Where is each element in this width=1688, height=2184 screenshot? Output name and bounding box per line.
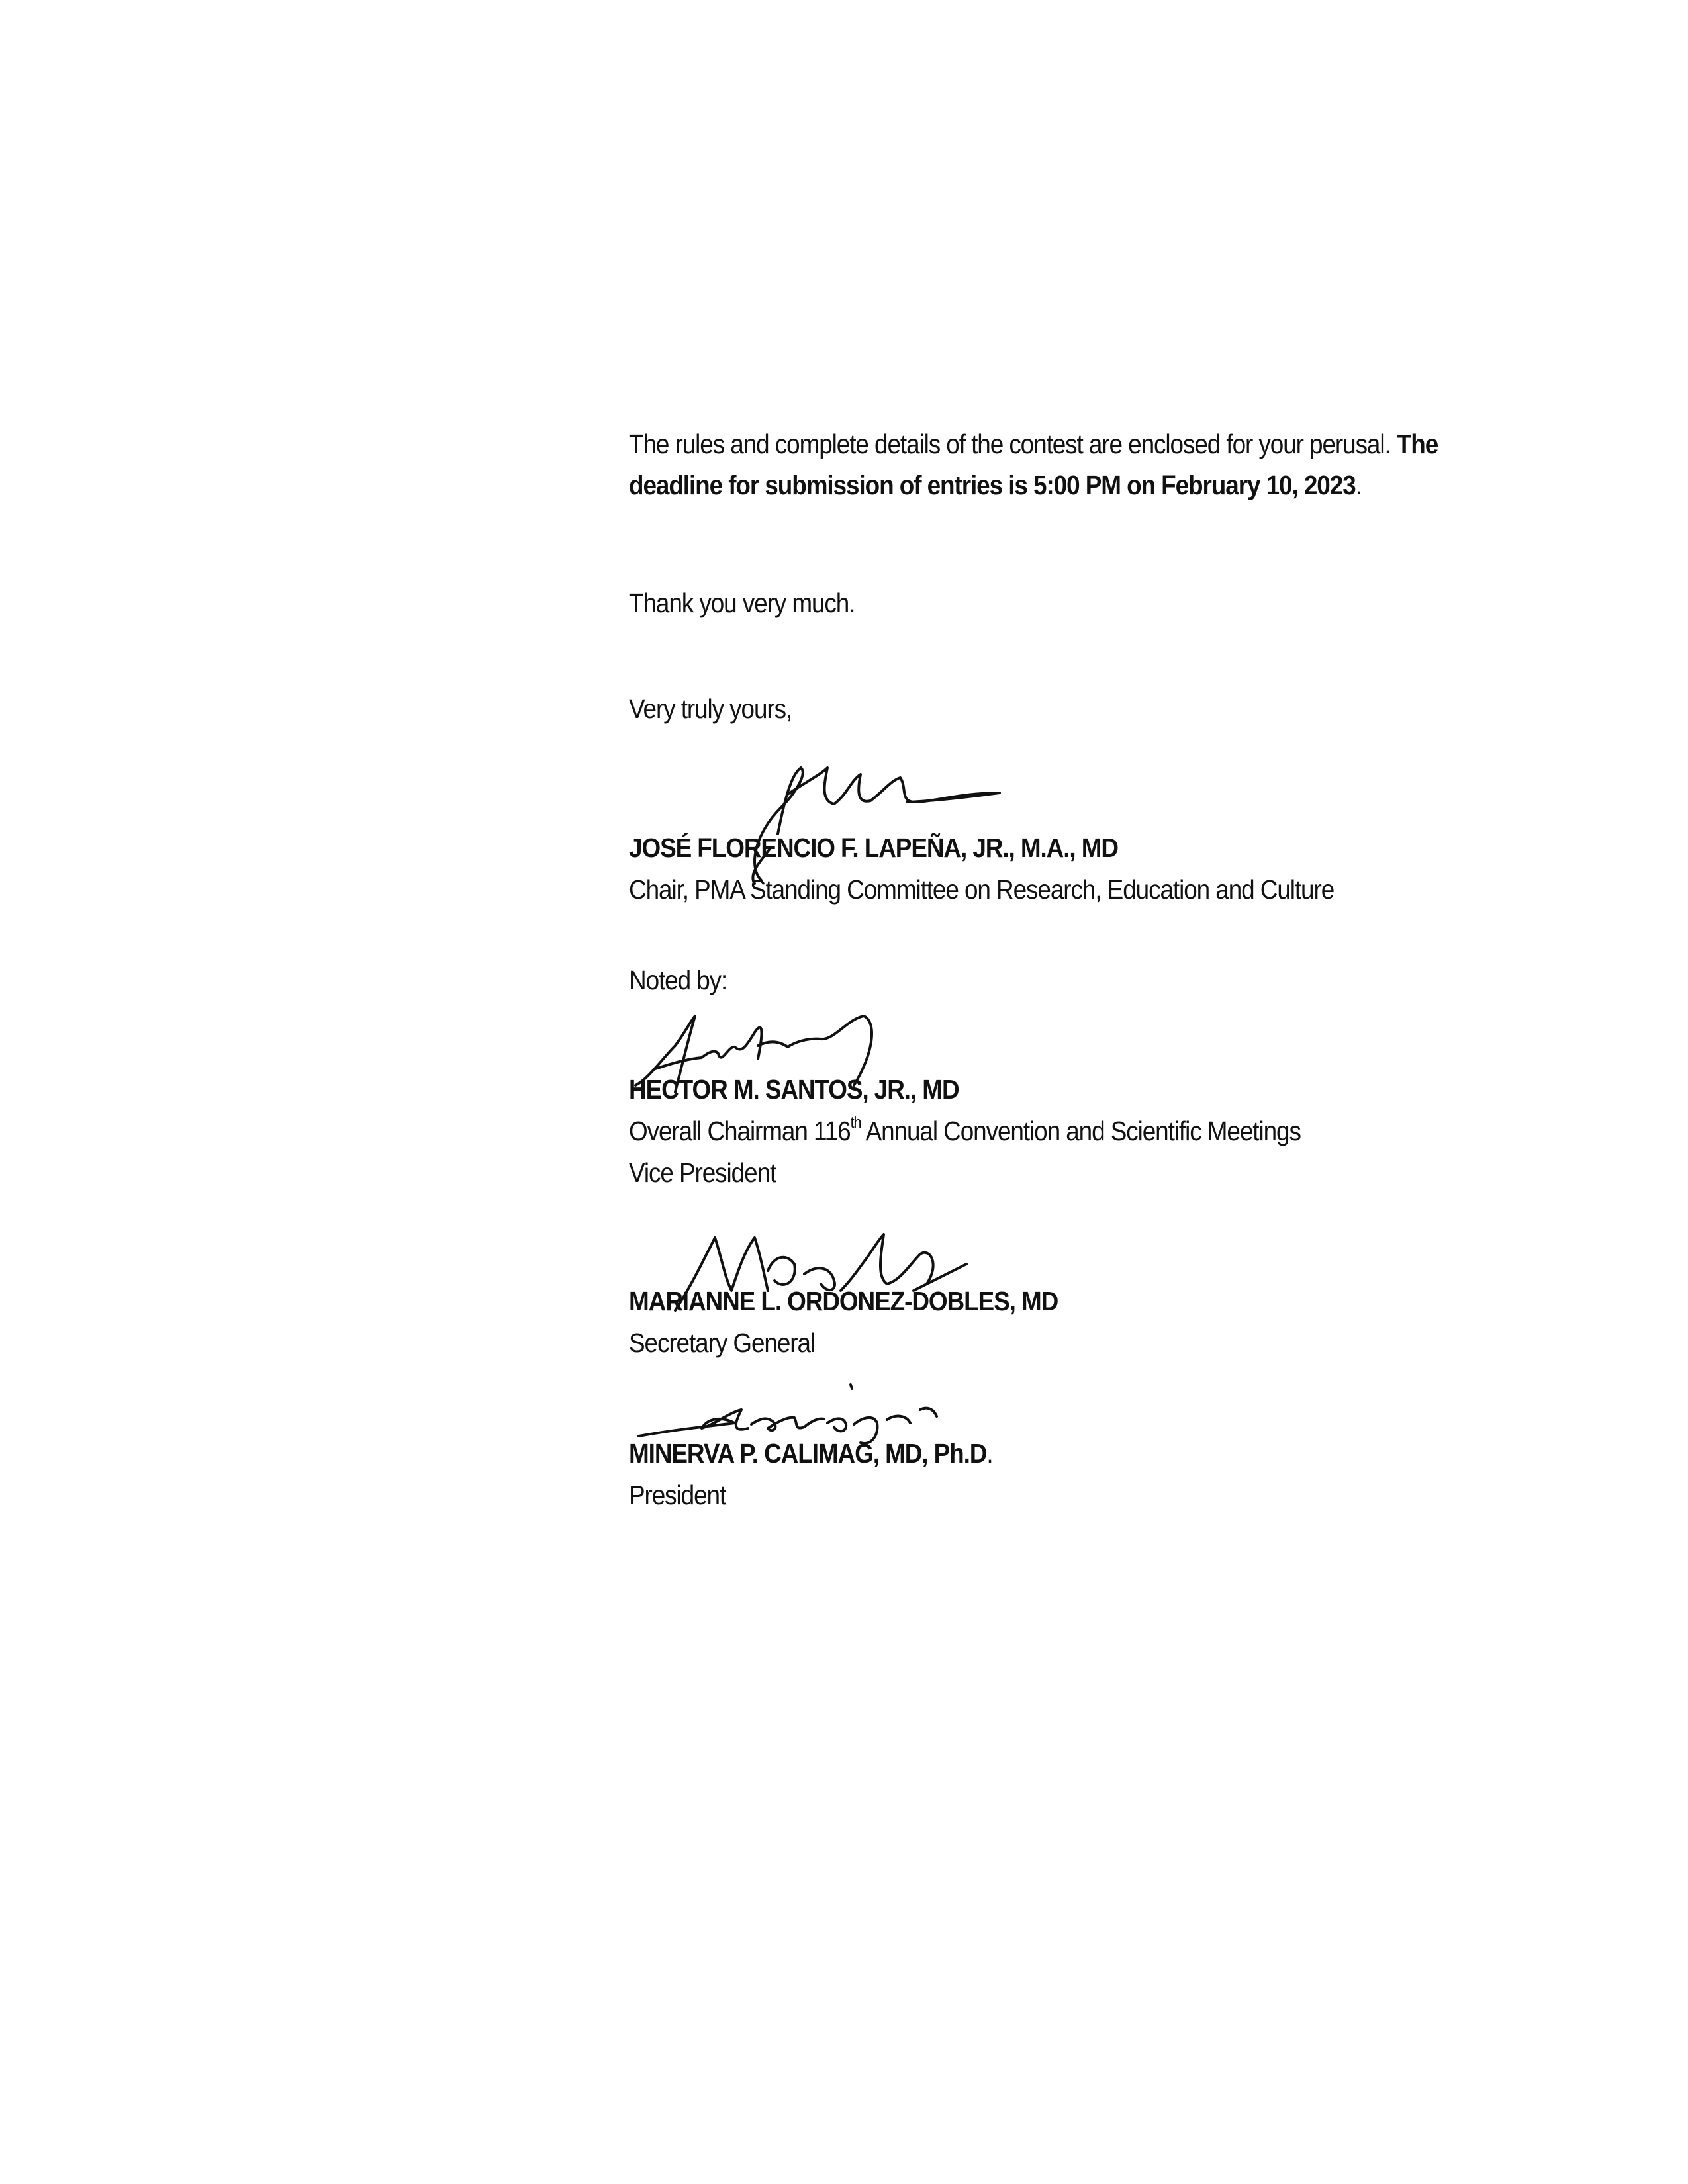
calimag-name-line (629, 1433, 993, 1475)
deadline-text: The deadline for submission of entries is 5:00 PM on February 10, 2023 (629, 429, 1438, 500)
ordonez-title: Secretary General (629, 1328, 816, 1358)
calimag-name: MINERVA P. CALIMAG, MD, Ph.D (629, 1438, 987, 1469)
lapena-title: Chair, PMA Standing Committee on Research, Education and Culture (629, 874, 1335, 905)
signatory-ordonez (629, 1281, 1058, 1364)
ordonez-name: MARIANNE L. ORDONEZ-DOBLES, MD (629, 1286, 1058, 1316)
letter-body (629, 424, 1534, 506)
signatory-lapena (629, 827, 1334, 911)
deadline-period: . (1355, 470, 1362, 500)
santos-name: HECTOR M. SANTOS, JR., MD (629, 1074, 959, 1105)
signatory-calimag (629, 1433, 993, 1516)
calimag-title: President (629, 1480, 726, 1510)
noted-by-label: Noted by: (629, 965, 727, 995)
thanks-line: Thank you very much. (629, 588, 855, 618)
santos-title-pre: Overall Chairman 116 (629, 1116, 851, 1146)
santos-title-post: Annual Convention and Scientific Meetings (861, 1116, 1301, 1146)
santos-title2: Vice President (629, 1158, 776, 1188)
santos-title-sup: th (850, 1114, 861, 1132)
lapena-name: JOSÉ FLORENCIO F. LAPEÑA, JR., M.A., MD (629, 833, 1118, 863)
rules-text: The rules and complete details of the contest are enclosed for your perusal. (629, 429, 1397, 459)
signatory-santos (629, 1069, 1301, 1194)
closing-line: Very truly yours, (629, 694, 792, 724)
calimag-name-period: . (986, 1438, 993, 1469)
deadline-paragraph (629, 424, 1534, 506)
santos-title (629, 1111, 1301, 1152)
